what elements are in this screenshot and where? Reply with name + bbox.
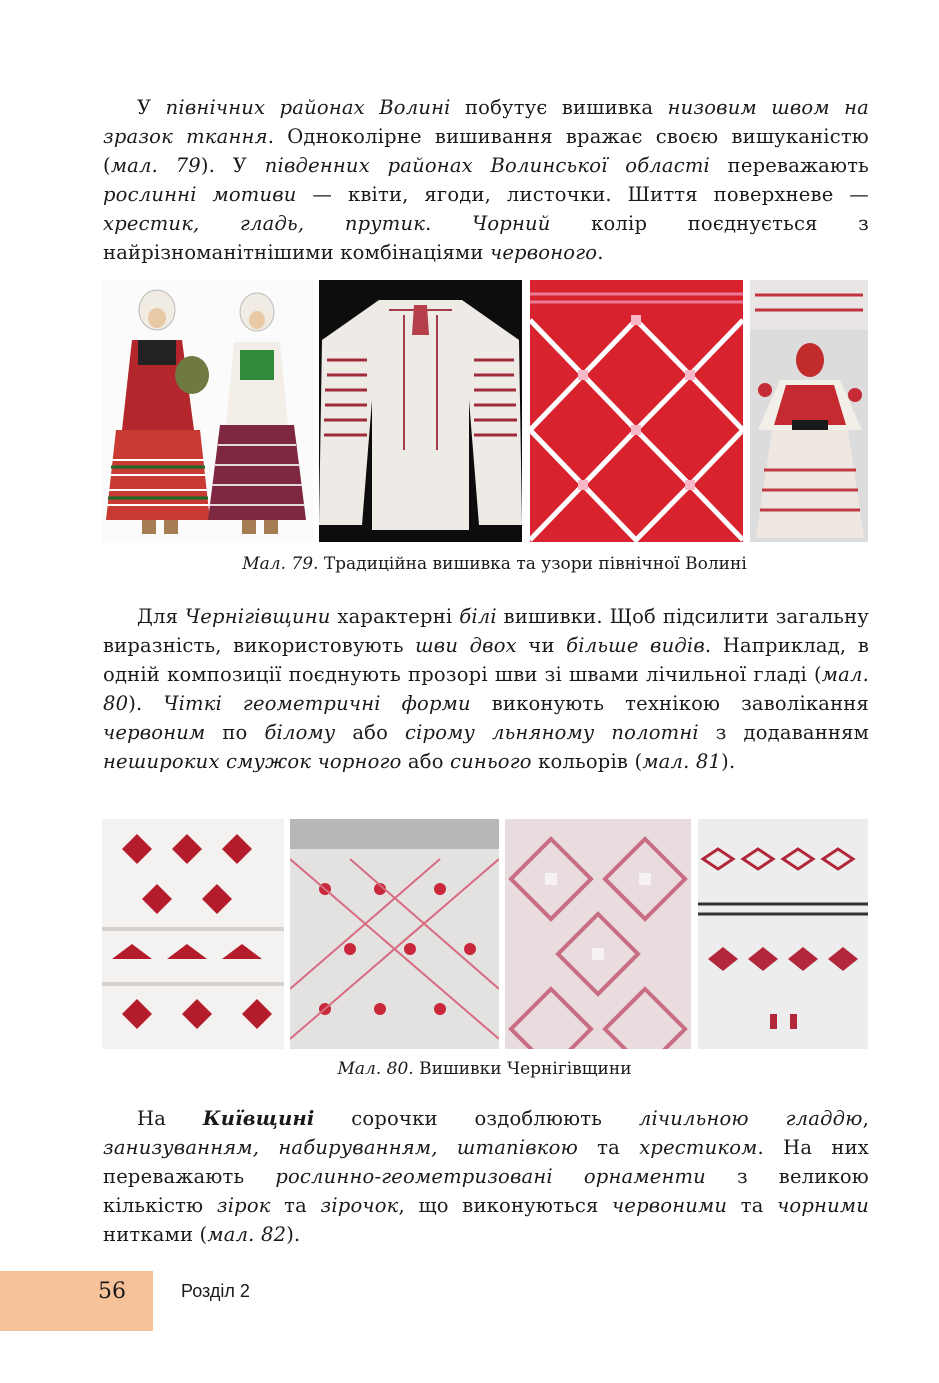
page-number: 56 (98, 1279, 126, 1304)
paragraph3-run: . На них переважають (103, 1136, 869, 1188)
paragraph2-run: червоним (103, 721, 206, 744)
paragraph2-run: або (401, 750, 451, 773)
paragraph1-run: У (137, 96, 166, 119)
figure80-embroidery-1 (102, 819, 284, 1049)
paragraph1-run: колір поєднується з найрізноманітнішими комбінаціями (103, 212, 869, 264)
paragraph3-run: , (862, 1107, 869, 1130)
caption-label: Мал. 79. (242, 554, 319, 574)
paragraph3-run: червоними (612, 1194, 728, 1217)
paragraph3-run: лічильною гладдю (638, 1107, 863, 1130)
paragraph3-run: хрестиком (639, 1136, 758, 1159)
page-number-box (0, 1271, 153, 1331)
paragraph1-run: червоного (489, 241, 598, 264)
paragraph1-run: хрестик, гладь, прутик (103, 212, 426, 235)
figure79-costumes-illustration (102, 280, 313, 542)
paragraph2-run: сірому льняному полотні (405, 721, 699, 744)
paragraph2-run: нешироких смужок чорного (103, 750, 402, 773)
paragraph1-run: . Одноколірне вишивання вражає своєю вишуканістю ( (103, 125, 869, 177)
paragraph2-run: мал. 81 (642, 750, 722, 773)
paragraph2-run: або (335, 721, 405, 744)
figure79-caption (25, 554, 939, 574)
figure80-caption (15, 1059, 939, 1079)
paragraph3-run: та (727, 1194, 778, 1217)
paragraph1-run: переважають (710, 154, 869, 177)
paragraph1-run: Чорний (472, 212, 551, 235)
paragraph3-run: з великою кількістю (103, 1165, 869, 1217)
paragraph3-run: зірок (216, 1194, 271, 1217)
paragraph2-run: виконують технікою заволікання (470, 692, 869, 715)
paragraph3-run: сорочки оздоблюють (314, 1107, 639, 1130)
paragraph3-run: зірочок (320, 1194, 399, 1217)
paragraph2-run: чи (516, 634, 567, 657)
figure79-embroidered-shirt (319, 280, 522, 542)
paragraph2-run: характерні (330, 605, 460, 628)
paragraph-chernihiv (103, 602, 869, 776)
caption-text: Традиційна вишивка та узори північної Волині (318, 554, 747, 574)
paragraph1-run: побутує вишивка (450, 96, 668, 119)
paragraph3-run: та (270, 1194, 321, 1217)
paragraph3-run: рослинно-геометризовані орнаменти (275, 1165, 706, 1188)
paragraph1-run: північних районах Волині (165, 96, 451, 119)
paragraph1-run: мал. 79 (110, 154, 201, 177)
paragraph3-run: , що виконуються (398, 1194, 612, 1217)
paragraph1-run: — квіти, ягоди, листочки. Шиття поверхневе — (296, 183, 869, 206)
paragraph2-run: Чернігівщини (185, 605, 331, 628)
paragraph2-run: Чіткі геометричні форми (163, 692, 471, 715)
paragraph3-run: та (577, 1136, 640, 1159)
paragraph-kyiv (103, 1104, 869, 1249)
paragraph1-run: . (597, 241, 604, 264)
paragraph1-run: низовим швом на зразок ткання (103, 96, 869, 148)
figure80-embroidery-2 (290, 819, 499, 1049)
figure80-embroidery-3 (505, 819, 691, 1049)
paragraph3-run: нитками ( (103, 1223, 208, 1246)
paragraph2-run: по (205, 721, 265, 744)
paragraph1-run: рослинні мотиви (103, 183, 297, 206)
paragraph2-run: з додаванням (698, 721, 869, 744)
paragraph2-run: . Наприклад, в одній композиції поєднують прозорі шви зі швами лічильної гладі ( (103, 634, 870, 686)
paragraph2-run: білому (264, 721, 336, 744)
paragraph1-run: . (425, 212, 473, 235)
paragraph2-run: Для (137, 605, 186, 628)
paragraph3-run: занизуванням, набируванням, штапівкою (103, 1136, 578, 1159)
paragraph3-run: чорними (777, 1194, 869, 1217)
paragraph2-run: вишивки. Щоб підсилити загальну виразність, використовують (103, 605, 869, 657)
caption-label: Мал. 80. (337, 1059, 414, 1079)
paragraph2-run: мал. 80 (103, 663, 869, 715)
paragraph3-run: ). (286, 1223, 301, 1246)
caption-text: Вишивки Чернігівщини (413, 1059, 632, 1079)
paragraph2-run: синього (450, 750, 532, 773)
paragraph2-run: ). (721, 750, 736, 773)
paragraph2-run: більше видів (566, 634, 705, 657)
paragraph2-run: кольорів ( (531, 750, 643, 773)
paragraph2-run: білі (459, 605, 497, 628)
figure79-museum-costume (750, 280, 868, 542)
paragraph2-run: шви двох (415, 634, 517, 657)
figure79-red-geometric-pattern (530, 280, 743, 542)
paragraph3-run: Київщині (202, 1107, 315, 1130)
figure80-embroidery-4 (698, 819, 868, 1049)
paragraph-volyn (103, 93, 869, 267)
paragraph2-run: ). (128, 692, 164, 715)
paragraph1-run: ). У (200, 154, 265, 177)
paragraph1-run: південних районах Волинської області (264, 154, 710, 177)
paragraph3-run: мал. 82 (207, 1223, 287, 1246)
paragraph3-run: На (137, 1107, 203, 1130)
section-label: Розділ 2 (181, 1281, 250, 1301)
